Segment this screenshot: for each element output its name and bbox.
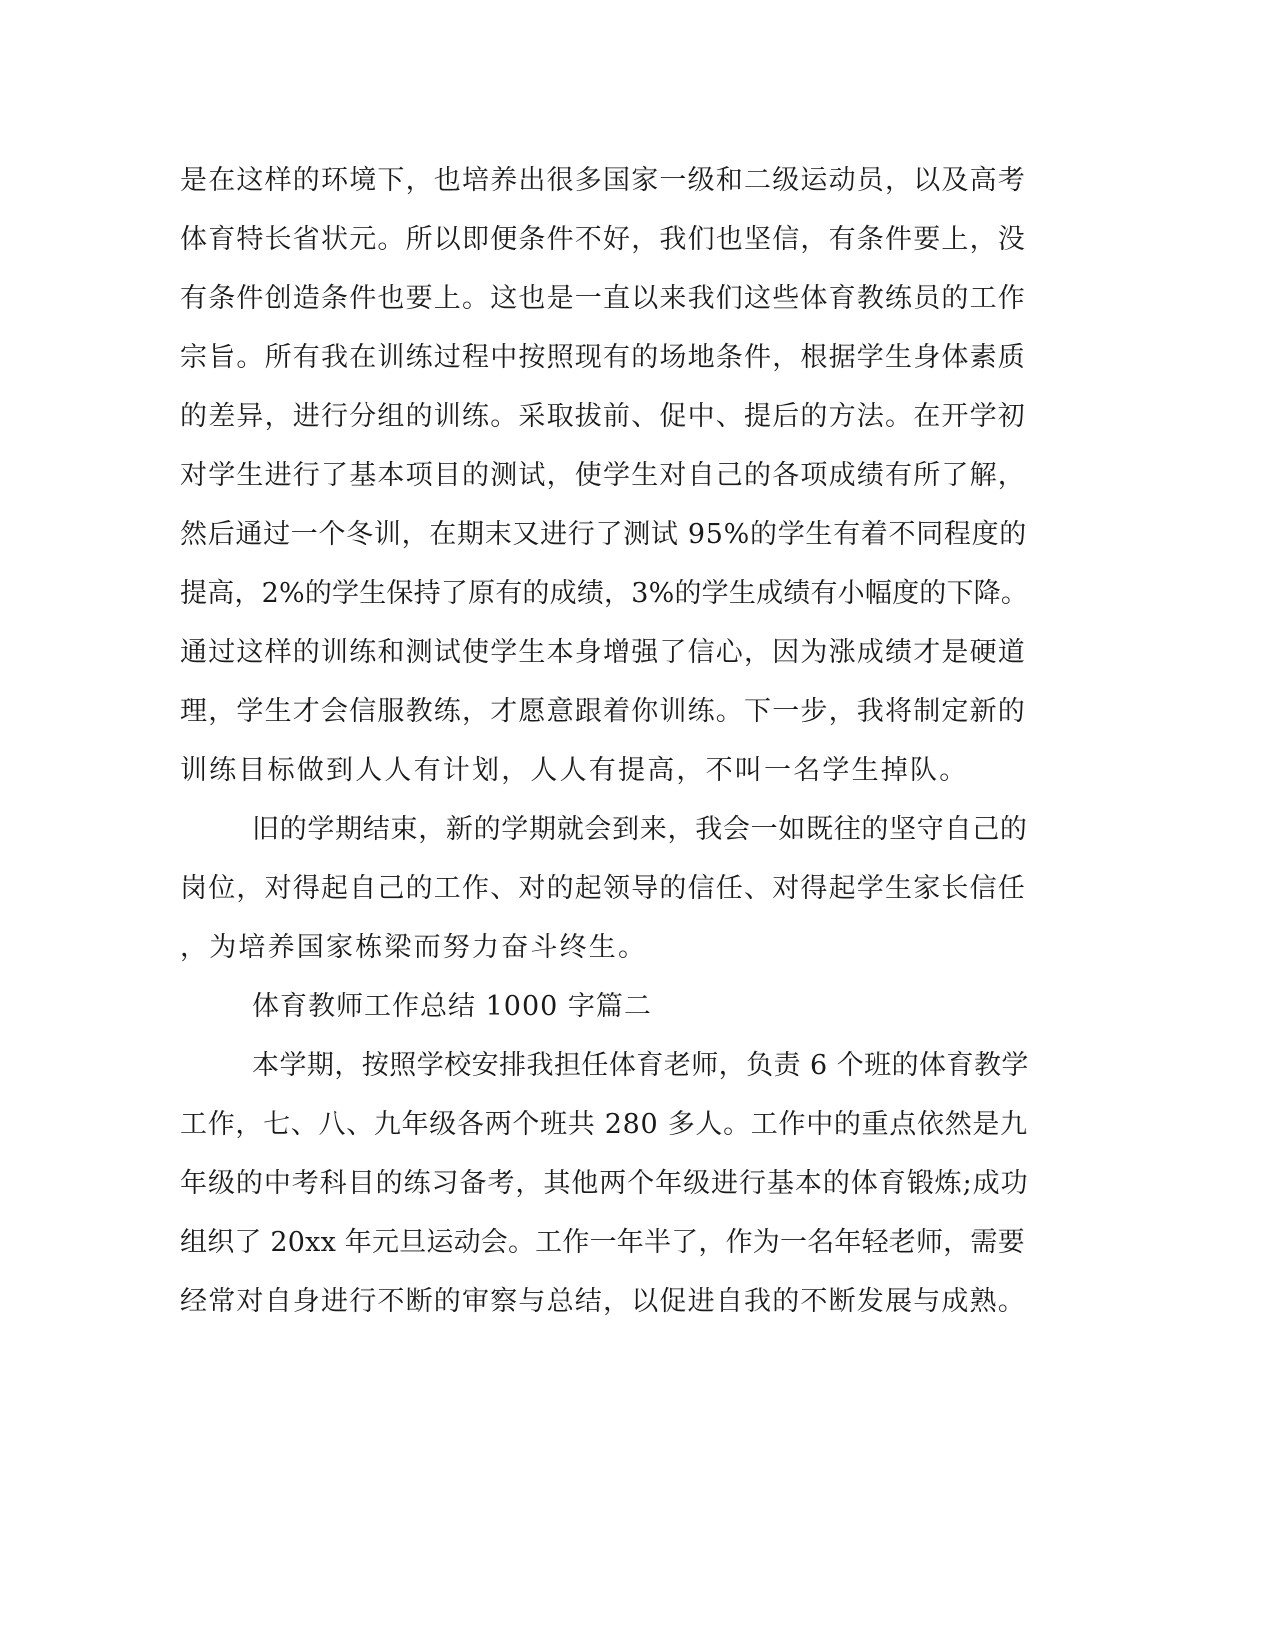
text-line: 经常对自身进行不断的审察与总结，以促进自我的不断发展与成熟。 [180,1286,1026,1317]
section-heading: 体育教师工作总结 1000 字篇二 [252,991,652,1022]
paragraph-start-line: 本学期，按照学校安排我担任体育老师，负责 6 个班的体育教学 [252,1050,1029,1081]
text-line: 宗旨。所有我在训练过程中按照现有的场地条件，根据学生身体素质 [180,342,1026,373]
text-line: 体育特长省状元。所以即便条件不好，我们也坚信，有条件要上，没 [180,224,1026,255]
text-line: 的差异，进行分组的训练。采取拔前、促中、提后的方法。在开学初 [180,401,1026,432]
text-line: 然后通过一个冬训，在期末又进行了测试 95%的学生有着不同程度的 [180,519,1027,550]
text-line: 是在这样的环境下，也培养出很多国家一级和二级运动员，以及高考 [180,165,1026,196]
text-line: 训练目标做到人人有计划，人人有提高，不叫一名学生掉队。 [180,755,969,786]
paragraph-start-line: 旧的学期结束，新的学期就会到来，我会一如既往的坚守自己的 [252,814,1028,845]
text-line: 提高，2%的学生保持了原有的成绩，3%的学生成绩有小幅度的下降。 [180,578,1029,609]
text-line: 对学生进行了基本项目的测试，使学生对自己的各项成绩有所了解， [180,460,1026,491]
text-line: 有条件创造条件也要上。这也是一直以来我们这些体育教练员的工作 [180,283,1026,314]
text-line: 岗位，对得起自己的工作、对的起领导的信任、对得起学生家长信任 [180,873,1026,904]
text-line: 通过这样的训练和测试使学生本身增强了信心，因为涨成绩才是硬道 [180,637,1026,668]
text-line: ，为培养国家栋梁而努力奋斗终生。 [180,932,648,963]
text-line: 组织了 20xx 年元旦运动会。工作一年半了，作为一名年轻老师，需要 [180,1227,1025,1258]
text-line: 年级的中考科目的练习备考，其他两个年级进行基本的体育锻炼;成功 [180,1168,1029,1199]
text-line: 理，学生才会信服教练，才愿意跟着你训练。下一步，我将制定新的 [180,696,1026,727]
text-line: 工作，七、八、九年级各两个班共 280 多人。工作中的重点依然是九 [180,1109,1028,1140]
